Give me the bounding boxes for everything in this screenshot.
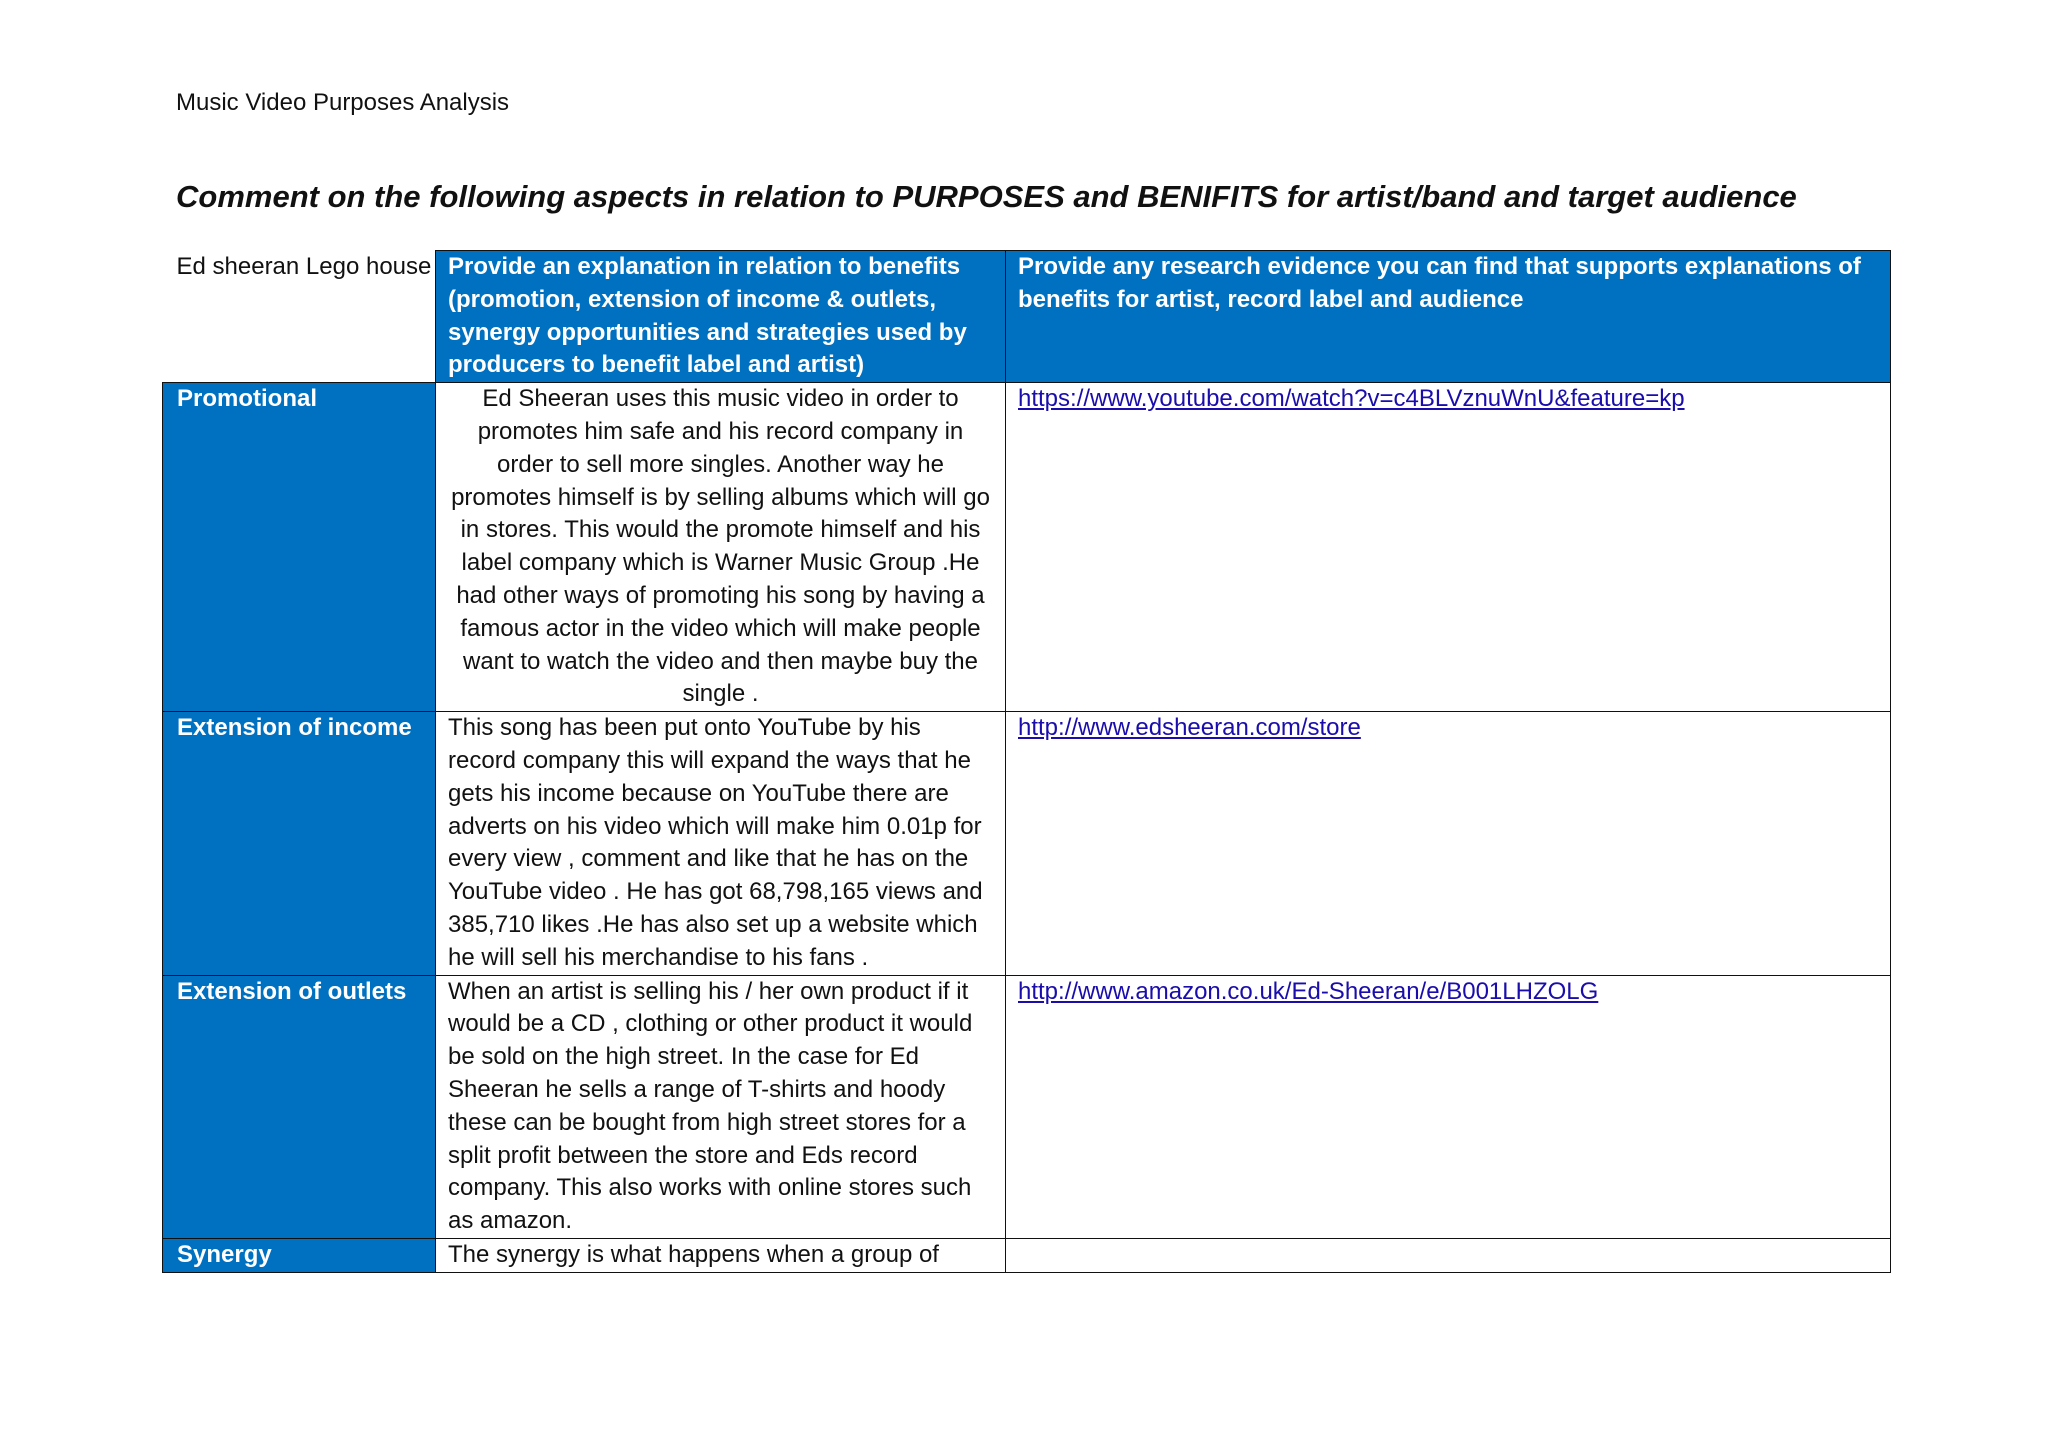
table-row (163, 1238, 1891, 1272)
explanation-column-header: Provide an explanation in relation to benefits (promotion, extension of income & outlets, synergy opportunities and strategies used by producers to benefit label and artist) (436, 251, 1006, 383)
video-title-cell: Ed sheeran Lego house (163, 251, 436, 383)
explanation-cell[interactable]: When an artist is selling his / her own product if it would be a CD , clothing or other product it would be sold on the high street. In the case for Ed Sheeran he sells a range of T-shirts and hoody these can be bought from high street stores for a split profit between the store and Eds record company. This also works with online stores such as amazon. (436, 975, 1006, 1238)
row-label-promotional: Promotional (163, 383, 436, 712)
evidence-cell[interactable] (1006, 1238, 1891, 1272)
purposes-table (162, 250, 1891, 1273)
explanation-cell[interactable]: Ed Sheeran uses this music video in order to promotes him safe and his record company in order to sell more singles. Another way he promotes himself is by selling albums which will go in stores. This would the promote himself and his label company which is Warner Music Group .He had other ways of promoting his song by having a famous actor in the video which will make people want to watch the video and then maybe buy the single . (436, 383, 1006, 712)
table-row (163, 383, 1891, 712)
explanation-cell[interactable]: The synergy is what happens when a group of (436, 1238, 1006, 1272)
table-row (163, 712, 1891, 975)
table-row (163, 975, 1891, 1238)
document-header: Music Video Purposes Analysis (176, 89, 510, 116)
evidence-link-store[interactable]: http://www.edsheeran.com/store (1018, 714, 1361, 742)
evidence-cell (1006, 712, 1891, 975)
row-label-extension-of-income: Extension of income (163, 712, 436, 975)
explanation-cell[interactable]: This song has been put onto YouTube by his record company this will expand the ways that he gets his income because on YouTube there are adverts on his video which will make him 0.01p for every view , comment and like that he has on the YouTube video . He has got 68,798,165 views and 385,710 likes .He has also set up a website which he will sell his merchandise to his fans . (436, 712, 1006, 975)
evidence-cell (1006, 383, 1891, 712)
evidence-column-header: Provide any research evidence you can find that supports explanations of benefits for artist, record label and audience (1006, 251, 1891, 383)
row-label-synergy: Synergy (163, 1238, 436, 1272)
document-heading: Comment on the following aspects in relation to PURPOSES and BENIFITS for artist/band and target audience (176, 179, 1797, 214)
evidence-cell (1006, 975, 1891, 1238)
evidence-link-amazon[interactable]: http://www.amazon.co.uk/Ed-Sheeran/e/B001LHZOLG (1018, 977, 1599, 1005)
row-label-extension-of-outlets: Extension of outlets (163, 975, 436, 1238)
evidence-link-youtube[interactable]: https://www.youtube.com/watch?v=c4BLVznuWnU&feature=kp (1018, 385, 1685, 413)
table-header-row (163, 251, 1891, 383)
